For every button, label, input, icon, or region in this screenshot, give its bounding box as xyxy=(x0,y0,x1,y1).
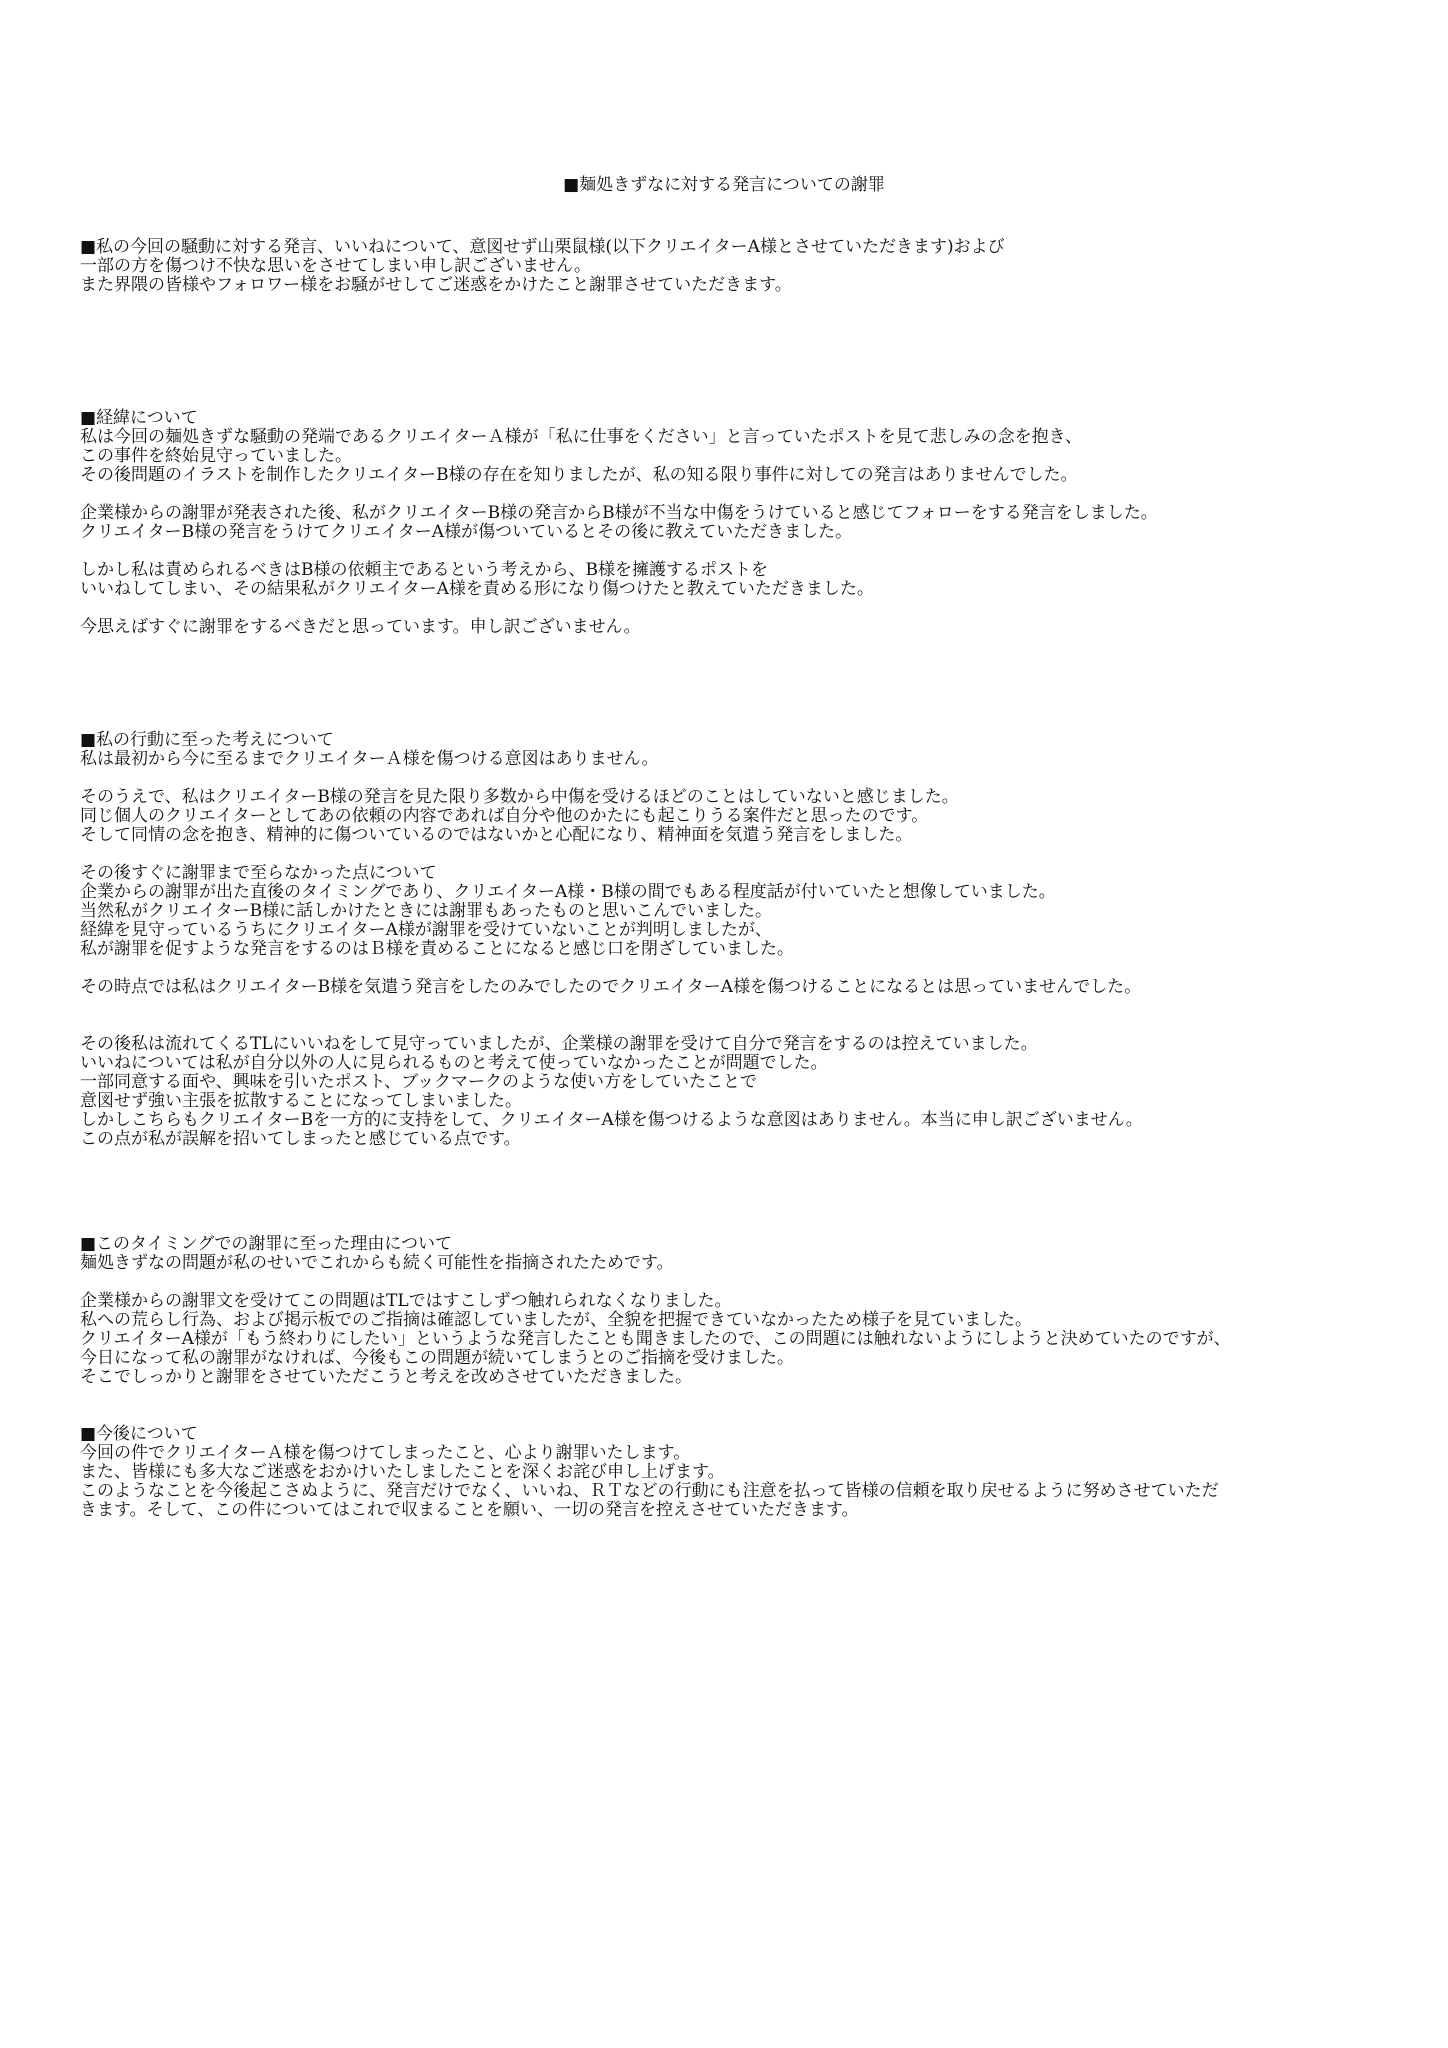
paragraph-line: そのうえで、私はクリエイターB様の発言を見た限り多数から中傷を受けるほどのことはしていないと感じました。 xyxy=(80,787,959,807)
paragraph-line: その後私は流れてくるTLにいいねをして見守っていましたが、企業様の謝罪を受けて自分で発言をするのは控えていました。 xyxy=(80,1034,1038,1054)
paragraph-line: そして同情の念を抱き、精神的に傷ついているのではないかと心配になり、精神面を気遣う発言をしました。 xyxy=(80,825,913,845)
paragraph-line: また、皆様にも多大なご迷惑をおかけいたしましたことを深くお詫び申し上げます。 xyxy=(80,1462,725,1482)
intro-line: 一部の方を傷つけ不快な思いをさせてしまい申し訳ございません。 xyxy=(80,256,592,276)
paragraph-line: 当然私がクリエイターB様に話しかけたときには謝罪もあったものと思いこんでいました。 xyxy=(80,901,772,921)
intro-block xyxy=(80,238,1380,295)
paragraph-line: 今思えばすぐに謝罪をするべきだと思っています。申し訳ございません。 xyxy=(80,617,641,637)
section-background xyxy=(80,409,1380,637)
paragraph-line: その時点では私はクリエイターB様を気遣う発言をしたのみでしたのでクリエイターA様を傷つけることになるとは思っていませんでした。 xyxy=(80,977,1142,997)
paragraph-line: 同じ個人のクリエイターとしてあの依頼の内容であれば自分や他のかたにも起こりうる案件だと思ったのです。 xyxy=(80,806,929,826)
section-reasoning xyxy=(80,731,1380,1149)
section-future xyxy=(80,1425,1380,1520)
paragraph-line: クリエイターA様が「もう終わりにしたい」というような発言したことも聞きましたので、この問題には触れないようにしようと決めていたのですが、 xyxy=(80,1329,1231,1349)
paragraph-line: いいねしてしまい、その結果私がクリエイターA様を責める形になり傷つけたと教えていただきました。 xyxy=(80,579,874,599)
intro-line: ■私の今回の騒動に対する発言、いいねについて、意図せず山栗鼠様(以下クリエイターA様とさせていただきます)および xyxy=(80,237,1005,257)
paragraph-line: そこでしっかりと謝罪をさせていただこうと考えを改めさせていただきました。 xyxy=(80,1367,692,1387)
paragraph-line: その後問題のイラストを制作したクリエイターB様の存在を知りましたが、私の知る限り事件に対しての発言はありませんでした。 xyxy=(80,465,1078,485)
paragraph-line: 私が謝罪を促すような発言をするのはＢ様を責めることになると感じ口を閉ざしていました。 xyxy=(80,939,794,959)
paragraph-line: その後すぐに謝罪まで至らなかった点について xyxy=(80,863,437,883)
paragraph-line: この事件を終始見守っていました。 xyxy=(80,446,352,466)
paragraph-line: 私は今回の麺処きずな騒動の発端であるクリエイターＡ様が「私に仕事をください」と言っていたポストを見て悲しみの念を抱き、 xyxy=(80,427,1082,447)
paragraph-line: 経緯を見守っているうちにクリエイターA様が謝罪を受けていないことが判明しましたが、 xyxy=(80,920,772,940)
paragraph-line: 麺処きずなの問題が私のせいでこれからも続く可能性を指摘されたためです。 xyxy=(80,1253,674,1273)
paragraph-line: 今回の件でクリエイターＡ様を傷つけてしまったこと、心より謝罪いたします。 xyxy=(80,1443,691,1463)
section-heading: ■経緯について xyxy=(80,408,198,428)
paragraph-line: 企業様からの謝罪が発表された後、私がクリエイターB様の発言からB様が不当な中傷をうけていると感じてフォローをする発言をしました。 xyxy=(80,503,1158,523)
paragraph-line: いいねについては私が自分以外の人に見られるものと考えて使っていなかったことが問題でした。 xyxy=(80,1053,828,1073)
paragraph-line: しかしこちらもクリエイターBを一方的に支持をして、クリエイターA様を傷つけるような意図はありません。本当に申し訳ございません。 xyxy=(80,1110,1143,1130)
paragraph-line: 意図せず強い主張を拡散することになってしまいました。 xyxy=(80,1091,522,1111)
paragraph-line: きます。そして、この件についてはこれで収まることを願い、一切の発言を控えさせていただきます。 xyxy=(80,1500,859,1520)
paragraph-line: 企業からの謝罪が出た直後のタイミングであり、クリエイターA様・B様の間でもある程度話が付いていたと想像していました。 xyxy=(80,882,1056,902)
paragraph-line: 私は最初から今に至るまでクリエイターＡ様を傷つける意図はありません。 xyxy=(80,749,659,769)
paragraph-line: 企業様からの謝罪文を受けてこの問題はTLではすこしずつ触れられなくなりました。 xyxy=(80,1291,732,1311)
paragraph-line: このようなことを今後起こさぬように、発言だけでなく、いいね、ＲＴなどの行動にも注意を払って皆様の信頼を取り戻せるように努めさせていただ xyxy=(80,1481,1219,1501)
section-heading: ■このタイミングでの謝罪に至った理由について xyxy=(80,1234,453,1254)
intro-line: また界隈の皆様やフォロワー様をお騒がせしてご迷惑をかけたこと謝罪させていただきます。 xyxy=(80,275,792,295)
section-heading: ■私の行動に至った考えについて xyxy=(80,730,334,750)
page-title: ■麺処きずなに対する発言についての謝罪 xyxy=(563,175,885,195)
paragraph-line: 一部同意する面や、興味を引いたポスト、ブックマークのような使い方をしていたことで xyxy=(80,1072,757,1092)
paragraph-line: 私への荒らし行為、および掲示板でのご指摘は確認していましたが、全貌を把握できていなかったため様子を見ていました。 xyxy=(80,1310,1032,1330)
paragraph-line: しかし私は責められるべきはB様の依頼主であるという考えから、B様を擁護するポストを xyxy=(80,560,768,580)
paragraph-line: この点が私が誤解を招いてしまったと感じている点です。 xyxy=(80,1129,521,1149)
section-heading: ■今後について xyxy=(80,1424,198,1444)
paragraph-line: クリエイターB様の発言をうけてクリエイターA様が傷ついているとその後に教えていただきました。 xyxy=(80,522,853,542)
paragraph-line: 今日になって私の謝罪がなければ、今後もこの問題が続いてしまうとのご指摘を受けました。 xyxy=(80,1348,794,1368)
section-timing xyxy=(80,1235,1380,1387)
